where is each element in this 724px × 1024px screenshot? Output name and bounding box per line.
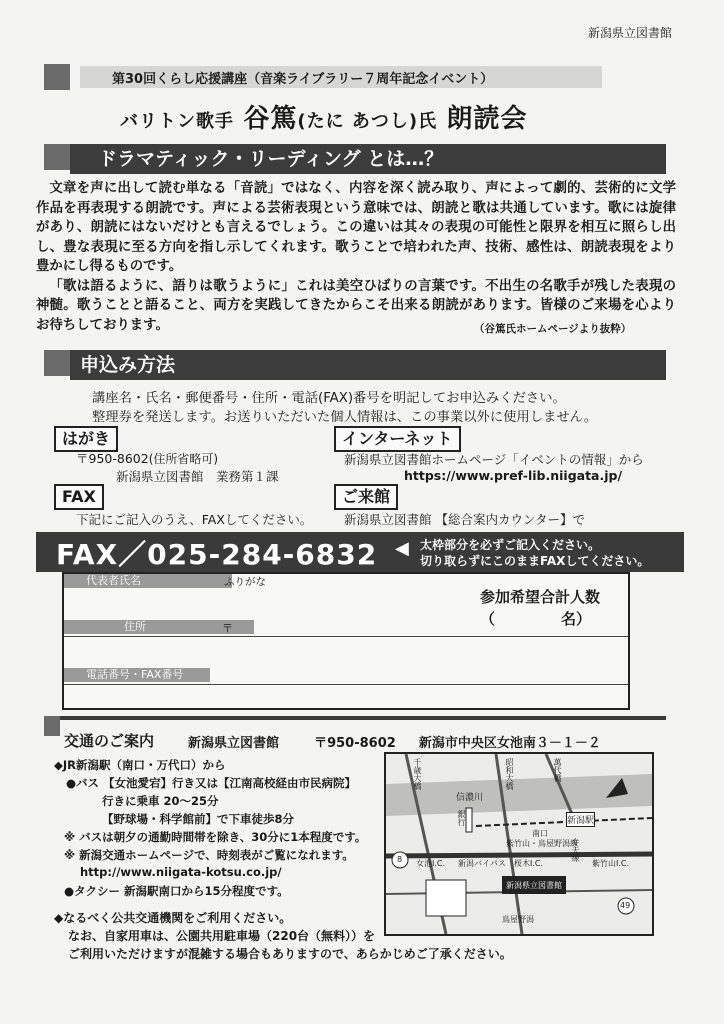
- description: [36, 179, 676, 335]
- fax-text: 下記にご記入のうえ、FAXしてください。: [76, 512, 313, 527]
- description-paragraph: 「歌は語るように、語りは歌うように」これは美空ひばりの言葉です。不出生の名歌手が残した表現の神髄。歌うことと語ること、両方を実践してきたからこそ出来る朗読があります。皆様のご来場を心よりお待ちしております。: [36, 278, 676, 333]
- access-rule: [60, 716, 666, 720]
- bypass-road: [386, 854, 652, 856]
- zip-code: 〒950-8602: [76, 451, 149, 466]
- rail-line: [476, 818, 652, 826]
- participant-count[interactable]: [480, 586, 600, 630]
- phone-input[interactable]: [64, 685, 628, 707]
- map-label: 女池I.C.: [416, 859, 446, 868]
- postcard-zip: [76, 449, 218, 467]
- decor-square: [44, 144, 70, 170]
- internet-text: 新潟県立図書館ホームページ「イベントの情報」から: [344, 452, 644, 467]
- honorific: 氏: [418, 111, 438, 132]
- access-line: 【野球場・科学館前】で下車徒歩8分: [102, 812, 294, 826]
- access-heading: 交通のご案内: [64, 732, 155, 750]
- map-label: 鳥屋野潟: [502, 915, 534, 924]
- performer-name: 谷篤: [243, 104, 298, 134]
- section1-heading: ドラマティック・リーディング とは…？: [98, 148, 444, 170]
- section2-bar: [70, 350, 666, 380]
- fax-note-line: 切り取らずにこのままFAXしてください。: [420, 554, 650, 568]
- access-library: 新潟県立図書館: [188, 736, 280, 751]
- map-library: 新潟県立図書館: [506, 881, 562, 890]
- postcard-label: はがき: [54, 426, 118, 452]
- access-line: ●バス 【女池愛宕】行き又は【江南高校経由市民病院】: [66, 776, 357, 790]
- map-label: 信濃川: [456, 793, 484, 803]
- access-line: ※ 新潟交通ホームページで、時刻表がご覧になれます。: [64, 848, 354, 862]
- arrow-left-icon: ◀: [395, 538, 409, 559]
- map-label: 千歳大橋: [413, 758, 422, 790]
- org-header: 新潟県立図書館: [588, 26, 673, 40]
- apply-instruction: 講座名・氏名・郵便番号・住所・電話(FAX)番号を明記してお申込みください。: [92, 391, 566, 406]
- map-label: 桜木I.C.: [514, 859, 544, 868]
- performer-reading: (たに あつし): [297, 111, 419, 132]
- description-paragraph: 文章を声に出して読む単なる「音読」ではなく、内容を深く読み取り、声によって劇的、芸術的に文学作品を再表現する朗読です。声による芸術表現という意味では、朗読と歌は共通しています。歌には旋律があり、朗読にはないだけとも言えるでしょう。この違いは其々の表現の可能性と限界を相互に照らし出し、豊な表現に至る方向を指し示してくれます。歌うことで培われた声、技術、感性は、朗読表現をより豊かにし得るものです。: [36, 181, 676, 274]
- zip-note: (住所省略可): [148, 452, 219, 466]
- access-line: ※ バスは朝夕の通勤時間帯を除き、30分に1本程度です。: [64, 830, 367, 844]
- access-footer: ◆なるべく公共交通機関をご利用ください。: [54, 911, 292, 925]
- map-label: 紫竹山・鳥屋野潟線: [506, 839, 578, 848]
- furigana-label: ふりがな: [224, 576, 266, 588]
- internet-label: インターネット: [334, 426, 461, 452]
- map-label: 8: [397, 855, 403, 864]
- map-label: 紫竹山I.C.: [592, 859, 630, 868]
- map-label: 銀行: [457, 810, 466, 826]
- fax-label: FAX: [54, 484, 104, 510]
- address-zip-prefix: 〒: [222, 622, 233, 635]
- count-label: 参加希望合計人数: [480, 588, 601, 606]
- series-title: 第30回くらし応援講座（音楽ライブラリー７周年記念イベント）: [112, 72, 494, 87]
- fax-note-line: 太枠部分を必ずご記入ください。: [420, 538, 601, 552]
- credit: （谷篤氏ホームページより抜粋）: [474, 323, 632, 335]
- map-label: 南口: [532, 829, 548, 838]
- school-block: [426, 880, 466, 916]
- count-unit: 名）: [561, 610, 592, 628]
- fax-note: [420, 537, 649, 569]
- visit-text: 新潟県立図書館 【総合案内カウンター】で: [344, 512, 585, 527]
- section1-bar: [70, 144, 666, 174]
- access-address: 新潟市中央区女池南３－１－２: [418, 736, 601, 751]
- name-label: 代表者氏名: [64, 574, 232, 588]
- map-label: 萬代橋: [553, 758, 562, 782]
- access-info: [188, 732, 601, 751]
- map-label: 新潟バイパス: [458, 859, 506, 868]
- name-input[interactable]: [64, 590, 474, 618]
- count-open: （: [480, 610, 496, 628]
- access-line: ●タクシー 新潟駅南口から15分程度です。: [64, 884, 289, 898]
- address-input[interactable]: [64, 637, 628, 665]
- section2-heading: 申込み方法: [80, 354, 176, 376]
- map-label: 昭和大橋: [505, 758, 514, 790]
- title-suffix: 朗読会: [446, 104, 528, 134]
- address-label: 住所: [64, 620, 254, 634]
- phone-label: 電話番号・FAX番号: [64, 668, 210, 682]
- title-prefix: バリトン歌手: [120, 111, 234, 132]
- decor-square: [44, 64, 70, 90]
- count-field: [480, 608, 600, 630]
- map-label: 弁天線: [571, 838, 580, 862]
- access-footer: ご利用いただけますが混雑する場合もありますので、あらかじめご了承ください。: [68, 947, 512, 961]
- event-title: [120, 98, 527, 135]
- access-line: 行きに乗車 20～25分: [102, 794, 219, 808]
- bus-url-link[interactable]: http://www.niigata-kotsu.co.jp/: [80, 865, 282, 879]
- map-station: 新潟駅: [566, 812, 595, 827]
- map-label: 49: [620, 901, 631, 910]
- library-url-link[interactable]: https://www.pref-lib.niigata.jp/: [404, 468, 623, 483]
- visit-label: ご来館: [334, 484, 398, 510]
- access-footer: なお、自家用車は、公園共用駐車場（220台（無料））を: [68, 929, 376, 943]
- fax-number: FAX／025-284-6832: [56, 538, 378, 571]
- postcard-address: 新潟県立図書館 業務第１課: [116, 469, 279, 484]
- access-map: [384, 752, 654, 936]
- decor-square: [44, 350, 70, 376]
- decor-square: [44, 716, 60, 736]
- access-line: ◆JR新潟駅（南口・万代口）から: [54, 758, 226, 772]
- access-zip: 〒950-8602: [314, 736, 396, 751]
- apply-notice: 整理券を発送します。お送りいただいた個人情報は、この事業以外に使用しません。: [92, 410, 598, 425]
